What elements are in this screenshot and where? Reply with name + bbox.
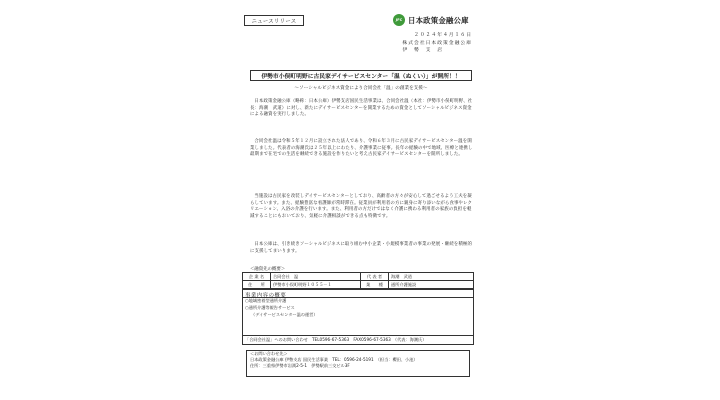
business-item: ○地域密着型通所介護 (245, 298, 287, 303)
release-meta (402, 32, 472, 55)
industry-label: 業 種 (361, 281, 389, 289)
business-item: ○通所介護等報告サービス (245, 304, 295, 310)
inquiry-line-2: 住所：三重県伊勢市岩渕2-5-1 伊勢駅前三交ビル3F (250, 363, 350, 369)
address-label: 住 所 (243, 281, 271, 289)
industry-value: 通所介護施設 (389, 281, 474, 289)
inquiry-heading: ＜お問い合わせ先＞ (250, 351, 288, 356)
business-overview-box (242, 289, 474, 336)
press-release-page (236, 8, 486, 396)
release-subtitle: ～ソーシャルビジネス資金により合同会社「温」の創業を支援～ (294, 86, 428, 91)
rep-value: 海潮 武道 (389, 273, 474, 281)
release-branch: 伊 勢 支 店 (402, 48, 444, 54)
company-label: 企 業 名 (243, 273, 271, 281)
rep-label: 代 表 者 (361, 273, 389, 281)
jfc-logo (393, 14, 469, 26)
jfc-logo-icon: JFC (393, 14, 405, 26)
paragraph-4: 日本公庫は、引き続きソーシャルビジネスに取り組む中小企業・小規模事業者の事業の発展・継続を積極的に支援してまいります。 (250, 242, 473, 254)
company-contact-row: 「合同会社温」へのお問い合わせ TEL0596-67-5363 FAX0596-67-5363 （代表：海潮氏） (242, 336, 474, 345)
inquiry-line-1: 日本政策金融公庫 伊勢支店 国民生活事業 TEL：0596-24-5191 （担当：櫻田、小池） (250, 357, 418, 363)
borrower-info-table (242, 272, 474, 289)
paragraph-2: 合同会社温は令和５年１２月に設立された法人であり、令和６年３月に古民家デイサービスセンター温を開業しました。代表者の海潮氏は２５年以上にわたり、介護事業に従事。長年の経験の中で地域、医療と連携し最期まで在宅での生活を継続できる施設を作りたいと考え古民家デイサービスセンターを開所しました。 (250, 139, 473, 157)
paragraph-3: 当施設は古民家を改装しデイサービスセンターとしており、高齢者の方々が安心して過ごせるよう工夫を凝らしています。また、経験豊富な看護師が常時滞在。従業員が利用者の方に親身に寄り添いながら食事やレクリエーション、入浴の介護を行います。また、利用者の方だけではなく介護に携わる利用者の家族の負担を軽減することにもおいており、気軽に介護相談ができる点も特徴です。 (250, 194, 473, 219)
address-value: 伊勢市小俣町明野１０５５－１ (271, 281, 361, 289)
paragraph-1: 日本政策金融公庫（略称：日本公庫）伊勢支店国民生活事業は、合同会社温（本社：伊勢市小俣町明野、社長：海潮 武道）に対し、新たにデイサービスセンターを開業するための資金としてソーシャルビジネス資金による融資を実行しました。 (250, 99, 473, 117)
release-date: ２０２４年４月１６日 (414, 33, 472, 38)
business-item: （デイサービスセンター温の運営） (251, 311, 318, 317)
news-release-tag: ニュースリリース (244, 15, 304, 26)
release-title: 伊勢市小俣町明野に古民家デイサービスセンター「温（ぬくい）」が開所！！ (250, 70, 472, 81)
jfc-logo-text: 日本政策金融公庫 (408, 15, 469, 25)
company-value: 合同会社 温 (271, 273, 361, 281)
business-overview-title: 事業内容の概要 (243, 290, 473, 298)
release-org: 株式会社日本政策金融公庫 (402, 40, 472, 46)
borrower-overview-heading: ＜融資先の概要＞ (250, 267, 286, 272)
inquiry-box (246, 350, 470, 377)
